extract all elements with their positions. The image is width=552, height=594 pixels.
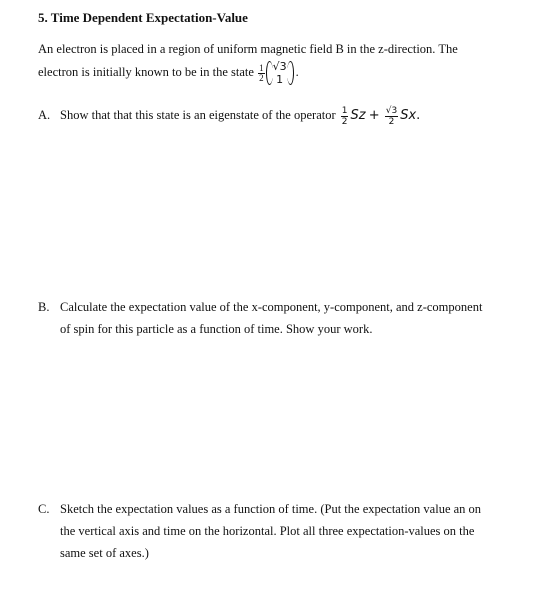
state-vector	[266, 60, 294, 86]
operator-fraction-1-numerator: 1	[341, 105, 348, 116]
operator-period: .	[416, 108, 421, 123]
question-c-label: C.	[38, 502, 50, 516]
intro-period: .	[295, 64, 299, 79]
operator-sz: Sz	[350, 108, 366, 123]
intro-line-1: An electron is placed in a region of uniform magnetic field B in the z-direction. The	[38, 42, 458, 56]
question-b-label: B.	[38, 300, 50, 314]
question-c	[38, 498, 518, 564]
question-a-text: Show that that this state is an eigenstate of the operator	[60, 108, 336, 122]
operator-fraction-1-denominator: 2	[341, 116, 348, 127]
operator-sx: Sx	[400, 108, 417, 123]
question-c-line-2: the vertical axis and time on the horizontal. Plot all three expectation-values on the	[60, 524, 475, 538]
problem-intro	[38, 38, 518, 86]
state-coefficient-denominator: 2	[259, 72, 264, 83]
question-c-line-1	[38, 498, 518, 520]
operator-fraction-2-numerator: √3	[385, 105, 398, 116]
question-a	[38, 104, 518, 127]
operator-fraction-1	[341, 106, 349, 127]
state-vector-top: √3	[272, 60, 287, 73]
operator-fraction-2-denominator: 2	[388, 116, 395, 127]
operator-plus: +	[368, 108, 380, 123]
question-c-line-1-text: Sketch the expectation values as a function of time. (Put the expectation value an on	[60, 502, 482, 516]
question-c-line-3: same set of axes.)	[60, 546, 149, 560]
state-coefficient-fraction	[258, 64, 265, 83]
operator-fraction-2	[385, 106, 398, 127]
question-b-line-2: of spin for this particle as a function of time. Show your work.	[60, 322, 373, 336]
intro-line-2	[38, 60, 518, 86]
question-b-line-1	[38, 296, 518, 318]
question-a-label: A.	[38, 108, 51, 122]
question-b-line-1-text: Calculate the expectation value of the x-component, y-component, and z-component	[60, 300, 483, 314]
state-coefficient-numerator: 1	[259, 62, 264, 73]
question-b	[38, 296, 518, 340]
problem-title: 5. Time Dependent Expectation-Value	[38, 10, 248, 25]
state-vector-bottom: 1	[276, 73, 284, 86]
intro-line-2-text: electron is initially known to be in the state	[38, 64, 254, 79]
